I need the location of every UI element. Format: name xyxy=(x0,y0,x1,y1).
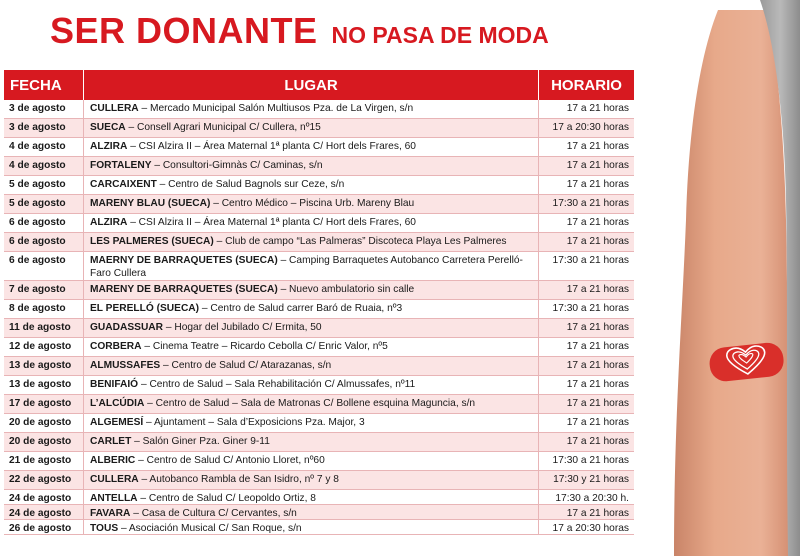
row-town: GUADASSUAR xyxy=(90,322,164,333)
row-location: – Centro de Salud – Sala de Matronas C/ Bollene esquina Maguncia, s/n xyxy=(144,398,476,409)
row-place xyxy=(84,395,539,413)
table-row xyxy=(4,119,634,138)
row-hours: 17 a 20:30 horas xyxy=(552,523,629,534)
row-hours: 17 a 21 horas xyxy=(566,322,629,333)
row-place xyxy=(84,119,539,137)
row-date: 20 de agosto xyxy=(4,414,84,432)
row-hours: 17 a 21 horas xyxy=(566,379,629,390)
row-date: 20 de agosto xyxy=(4,433,84,451)
title-sub: NO PASA DE MODA xyxy=(331,22,549,48)
row-location: – Hogar del Jubilado C/ Ermita, 50 xyxy=(163,322,322,333)
row-hours: 17 a 21 horas xyxy=(566,217,629,228)
row-location: – Centro de Salud carrer Baró de Ruaia, nº3 xyxy=(199,303,403,314)
row-town: SUECA xyxy=(90,122,126,133)
row-town: ALMUSSAFES xyxy=(90,360,161,371)
row-hours: 17 a 21 horas xyxy=(566,179,629,190)
title-main: SER DONANTE xyxy=(50,10,318,51)
row-location: – Autobanco Rambla de San Isidro, nº 7 y 8 xyxy=(138,474,339,485)
row-location: – Consultori-Gimnàs C/ Caminas, s/n xyxy=(151,160,323,171)
poster-title xyxy=(50,10,549,52)
row-town: ANTELLA xyxy=(90,493,138,504)
row-location: – Nuevo ambulatorio sin calle xyxy=(277,284,415,295)
row-town: CORBERA xyxy=(90,341,142,352)
row-location: – Centro Médico – Piscina Urb. Mareny Blau xyxy=(210,198,415,209)
row-date: 6 de agosto xyxy=(4,233,84,251)
row-place xyxy=(84,100,539,118)
row-town: FORTALENY xyxy=(90,160,152,171)
row-date: 11 de agosto xyxy=(4,319,84,337)
row-location: – Centro de Salud C/ Atarazanas, s/n xyxy=(160,360,332,371)
row-town: MARENY DE BARRAQUETES (SUECA) xyxy=(90,284,278,295)
table-row xyxy=(4,176,634,195)
row-town: MAERNY DE BARRAQUETES (SUECA) xyxy=(90,255,278,266)
table-row xyxy=(4,471,634,490)
row-hours: 17:30 a 21 horas xyxy=(552,303,629,314)
row-hours: 17 a 21 horas xyxy=(566,436,629,447)
table-row xyxy=(4,281,634,300)
header-hours: HORARIO xyxy=(551,76,622,94)
row-town: ALZIRA xyxy=(90,217,128,228)
row-hours: 17 a 21 horas xyxy=(566,141,629,152)
arm-with-bandage-image xyxy=(648,0,800,556)
table-row xyxy=(4,252,634,281)
row-date: 4 de agosto xyxy=(4,138,84,156)
table-row xyxy=(4,490,634,505)
row-hours: 17 a 21 horas xyxy=(566,417,629,428)
table-row xyxy=(4,357,634,376)
row-hours: 17 a 21 horas xyxy=(566,160,629,171)
row-hours: 17:30 a 21 horas xyxy=(552,198,629,209)
row-date: 21 de agosto xyxy=(4,452,84,470)
row-date: 13 de agosto xyxy=(4,357,84,375)
row-location: – Centro de Salud C/ Antonio Lloret, nº60 xyxy=(135,455,325,466)
row-town: CARCAIXENT xyxy=(90,179,157,190)
row-date: 6 de agosto xyxy=(4,252,84,280)
row-date: 3 de agosto xyxy=(4,100,84,118)
row-place xyxy=(84,471,539,489)
row-town: TOUS xyxy=(90,523,119,534)
row-town: EL PERELLÓ (SUECA) xyxy=(90,303,200,314)
table-row xyxy=(4,195,634,214)
row-hours: 17 a 21 horas xyxy=(566,284,629,295)
row-location: – Asociación Musical C/ San Roque, s/n xyxy=(118,523,302,534)
table-body xyxy=(4,100,634,535)
row-place xyxy=(84,300,539,318)
row-town: LES PALMERES (SUECA) xyxy=(90,236,214,247)
table-row xyxy=(4,414,634,433)
row-location: – Mercado Municipal Salón Multiusos Pza. de La Virgen, s/n xyxy=(138,103,414,114)
table-row xyxy=(4,376,634,395)
row-place xyxy=(84,157,539,175)
row-location: – CSI Alzira II – Área Maternal 1ª planta C/ Hort dels Frares, 60 xyxy=(127,141,416,152)
header-date: FECHA xyxy=(4,70,84,100)
row-location: – Consell Agrari Municipal C/ Cullera, nº15 xyxy=(125,122,321,133)
table-row xyxy=(4,520,634,535)
row-date: 5 de agosto xyxy=(4,195,84,213)
row-place xyxy=(84,233,539,251)
row-town: L’ALCÚDIA xyxy=(90,398,145,409)
table-row xyxy=(4,233,634,252)
row-date: 22 de agosto xyxy=(4,471,84,489)
row-date: 5 de agosto xyxy=(4,176,84,194)
row-hours: 17:30 a 20:30 h. xyxy=(555,493,629,504)
row-hours: 17:30 a 21 horas xyxy=(552,455,629,466)
row-date: 7 de agosto xyxy=(4,281,84,299)
table-row xyxy=(4,319,634,338)
row-place xyxy=(84,433,539,451)
row-town: ALZIRA xyxy=(90,141,128,152)
row-place xyxy=(84,319,539,337)
row-place xyxy=(84,490,539,504)
table-row xyxy=(4,157,634,176)
row-place xyxy=(84,376,539,394)
row-hours: 17 a 21 horas xyxy=(566,398,629,409)
table-row xyxy=(4,138,634,157)
table-row xyxy=(4,300,634,319)
row-hours: 17 a 21 horas xyxy=(566,103,629,114)
table-row xyxy=(4,338,634,357)
table-row xyxy=(4,214,634,233)
table-row xyxy=(4,433,634,452)
row-place xyxy=(84,520,539,534)
row-town: CARLET xyxy=(90,436,132,447)
table-row xyxy=(4,452,634,471)
table-row xyxy=(4,505,634,520)
row-town: ALGEMESÍ xyxy=(90,417,144,428)
row-town: MARENY BLAU (SUECA) xyxy=(90,198,211,209)
row-location: – Centro de Salud Bagnols sur Ceze, s/n xyxy=(156,179,345,190)
row-date: 17 de agosto xyxy=(4,395,84,413)
row-place xyxy=(84,452,539,470)
row-date: 13 de agosto xyxy=(4,376,84,394)
row-location: – Ajuntament – Sala d’Exposicions Pza. Major, 3 xyxy=(143,417,365,428)
donation-schedule-table xyxy=(4,70,634,535)
row-location: – Club de campo “Las Palmeras” Discoteca Playa Les Palmeres xyxy=(213,236,507,247)
row-date: 6 de agosto xyxy=(4,214,84,232)
row-date: 12 de agosto xyxy=(4,338,84,356)
row-place xyxy=(84,338,539,356)
table-header xyxy=(4,70,634,100)
row-date: 24 de agosto xyxy=(4,505,84,519)
header-place: LUGAR xyxy=(84,70,539,100)
row-location: – Salón Giner Pza. Giner 9-11 xyxy=(131,436,270,447)
row-hours: 17 a 21 horas xyxy=(566,341,629,352)
row-place xyxy=(84,195,539,213)
row-hours: 17:30 y 21 horas xyxy=(553,474,629,485)
row-town: CULLERA xyxy=(90,474,139,485)
row-place xyxy=(84,214,539,232)
row-location: – Casa de Cultura C/ Cervantes, s/n xyxy=(130,508,297,519)
row-place xyxy=(84,357,539,375)
row-place xyxy=(84,252,539,280)
row-location: – Camping Barraquetes Autobanco Carretera Perelló-Faro Cullera xyxy=(90,255,523,279)
row-date: 24 de agosto xyxy=(4,490,84,504)
row-date: 26 de agosto xyxy=(4,520,84,534)
row-location: – CSI Alzira II – Área Maternal 1ª planta C/ Hort dels Frares, 60 xyxy=(127,217,416,228)
row-hours: 17:30 a 21 horas xyxy=(552,255,629,266)
row-place xyxy=(84,138,539,156)
row-town: ALBERIC xyxy=(90,455,136,466)
row-location: – Centro de Salud C/ Leopoldo Ortiz, 8 xyxy=(137,493,316,504)
row-place xyxy=(84,281,539,299)
row-location: – Cinema Teatre – Ricardo Cebolla C/ Enric Valor, nº5 xyxy=(141,341,388,352)
row-date: 8 de agosto xyxy=(4,300,84,318)
row-hours: 17 a 21 horas xyxy=(566,360,629,371)
row-place xyxy=(84,505,539,519)
table-row xyxy=(4,100,634,119)
row-town: FAVARA xyxy=(90,508,131,519)
row-hours: 17 a 20:30 horas xyxy=(552,122,629,133)
row-place xyxy=(84,176,539,194)
row-town: BENIFAIÓ xyxy=(90,379,139,390)
row-town: CULLERA xyxy=(90,103,139,114)
row-hours: 17 a 21 horas xyxy=(566,508,629,519)
row-hours: 17 a 21 horas xyxy=(566,236,629,247)
row-date: 3 de agosto xyxy=(4,119,84,137)
row-place xyxy=(84,414,539,432)
row-location: – Centro de Salud – Sala Rehabilitación C/ Almussafes, nº11 xyxy=(138,379,416,390)
table-row xyxy=(4,395,634,414)
row-date: 4 de agosto xyxy=(4,157,84,175)
